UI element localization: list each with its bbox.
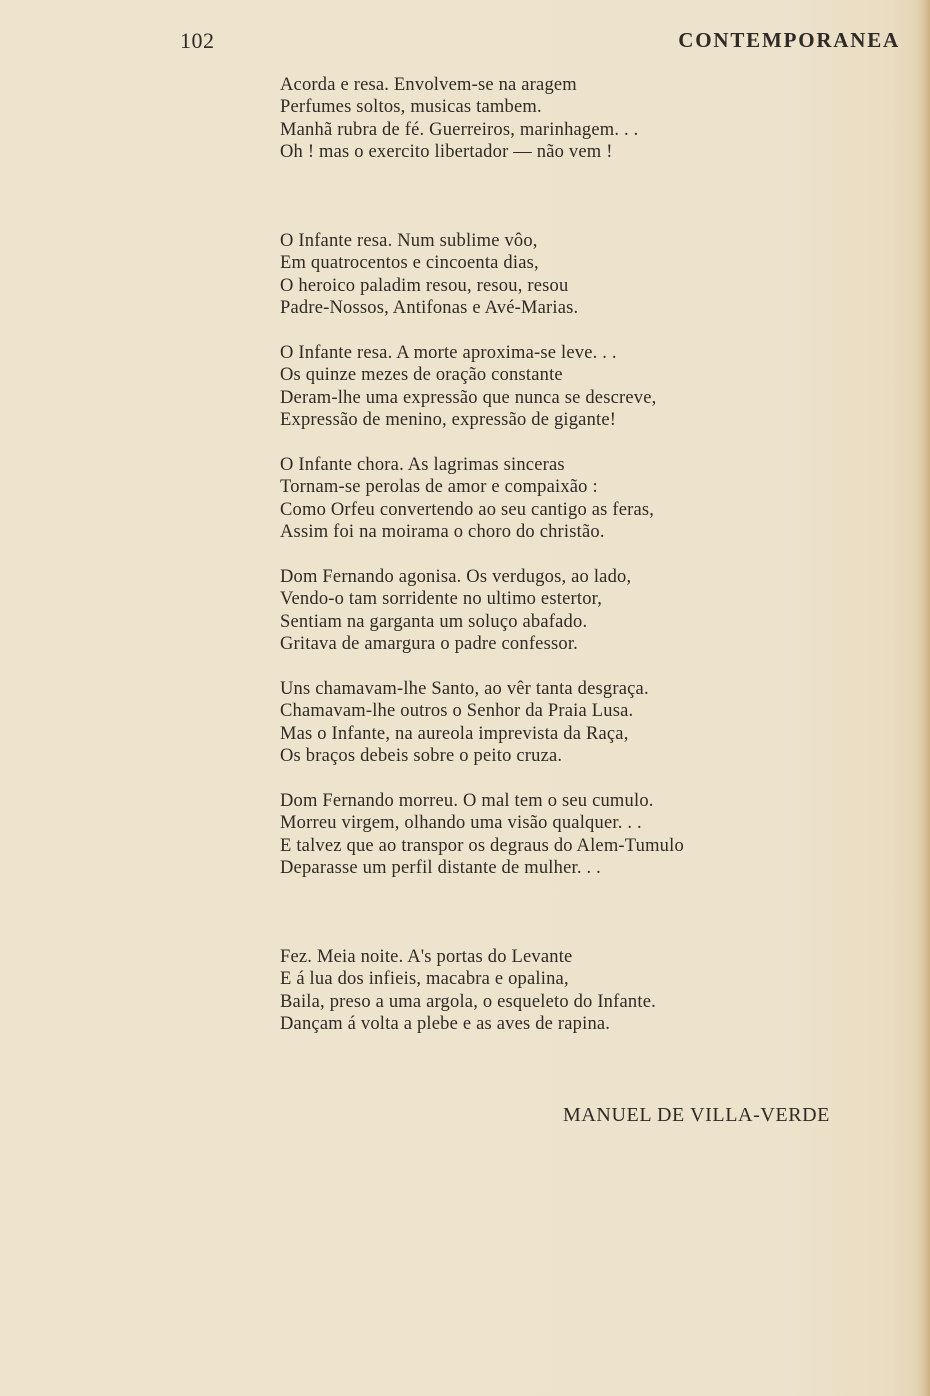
poem-line: E á lua dos infieis, macabra e opalina,: [280, 969, 569, 990]
stanza: [280, 790, 684, 880]
stanza: [280, 678, 649, 768]
poem-line: Tornam-se perolas de amor e compaixão :: [280, 477, 598, 498]
stanza: [280, 230, 578, 320]
poem-line: Como Orfeu convertendo ao seu cantigo as feras,: [280, 499, 655, 520]
poem-line: Acorda e resa. Envolvem-se na aragem: [280, 75, 577, 95]
poem-line: E talvez que ao transpor os degraus do Alem-Tumulo: [280, 835, 684, 856]
poem-line: Assim foi na moirama o choro do christão.: [280, 522, 605, 543]
running-title: CONTEMPORANEA: [678, 28, 900, 52]
stanza: [280, 74, 639, 164]
stanza: [280, 946, 656, 1036]
page-edge-shading: [916, 0, 930, 1396]
poem-line: Baila, preso a uma argola, o esqueleto do Infante.: [280, 991, 656, 1012]
poem-line: Padre-Nossos, Antifonas e Avé-Marias.: [280, 298, 579, 319]
poem-line: Morreu virgem, olhando uma visão qualquer. . .: [280, 813, 642, 834]
poem-line: Os braços debeis sobre o peito cruza.: [280, 746, 563, 767]
poem-line: Deram-lhe uma expressão que nunca se descreve,: [280, 387, 657, 408]
poem-line: O Infante resa. A morte aproxima-se leve. . .: [280, 343, 617, 363]
poem-line: Sentiam na garganta um soluço abafado.: [280, 611, 588, 632]
poem-line: Dançam á volta a plebe e as aves de rapina.: [280, 1014, 611, 1035]
poem-line: Vendo-o tam sorridente no ultimo estertor,: [280, 589, 603, 610]
poem-line: Perfumes soltos, musicas tambem.: [280, 97, 542, 118]
poem-line: O Infante resa. Num sublime vôo,: [280, 231, 538, 251]
poem-line: O Infante chora. As lagrimas sinceras: [280, 455, 565, 475]
poem-line: Oh ! mas o exercito libertador — não vem !: [280, 142, 613, 163]
page-number: 102: [180, 28, 215, 53]
poem-line: Os quinze mezes de oração constante: [280, 365, 563, 386]
poem-line: Gritava de amargura o padre confessor.: [280, 634, 578, 655]
stanza: [280, 454, 654, 544]
poem-line: Dom Fernando agonisa. Os verdugos, ao lado,: [280, 567, 632, 587]
poem-line: Chamavam-lhe outros o Senhor da Praia Lusa.: [280, 701, 634, 722]
poem-line: Deparasse um perfil distante de mulher. . .: [280, 858, 601, 879]
poem-line: Manhã rubra de fé. Guerreiros, marinhagem. . .: [280, 119, 639, 140]
page-header: [180, 28, 900, 58]
poem-line: Expressão de menino, expressão de gigante!: [280, 410, 617, 431]
poem-line: Dom Fernando morreu. O mal tem o seu cumulo.: [280, 791, 654, 811]
poem-line: Uns chamavam-lhe Santo, ao vêr tanta desgraça.: [280, 679, 649, 699]
author-signature: MANUEL DE VILLA-VERDE: [563, 1104, 831, 1126]
poem-line: O heroico paladim resou, resou, resou: [280, 275, 569, 296]
poem-line: Mas o Infante, na aureola imprevista da Raça,: [280, 723, 629, 744]
stanza: [280, 342, 656, 432]
stanza: [280, 566, 631, 656]
poem-line: Em quatrocentos e cincoenta dias,: [280, 253, 539, 274]
poem-line: Fez. Meia noite. A's portas do Levante: [280, 947, 573, 967]
